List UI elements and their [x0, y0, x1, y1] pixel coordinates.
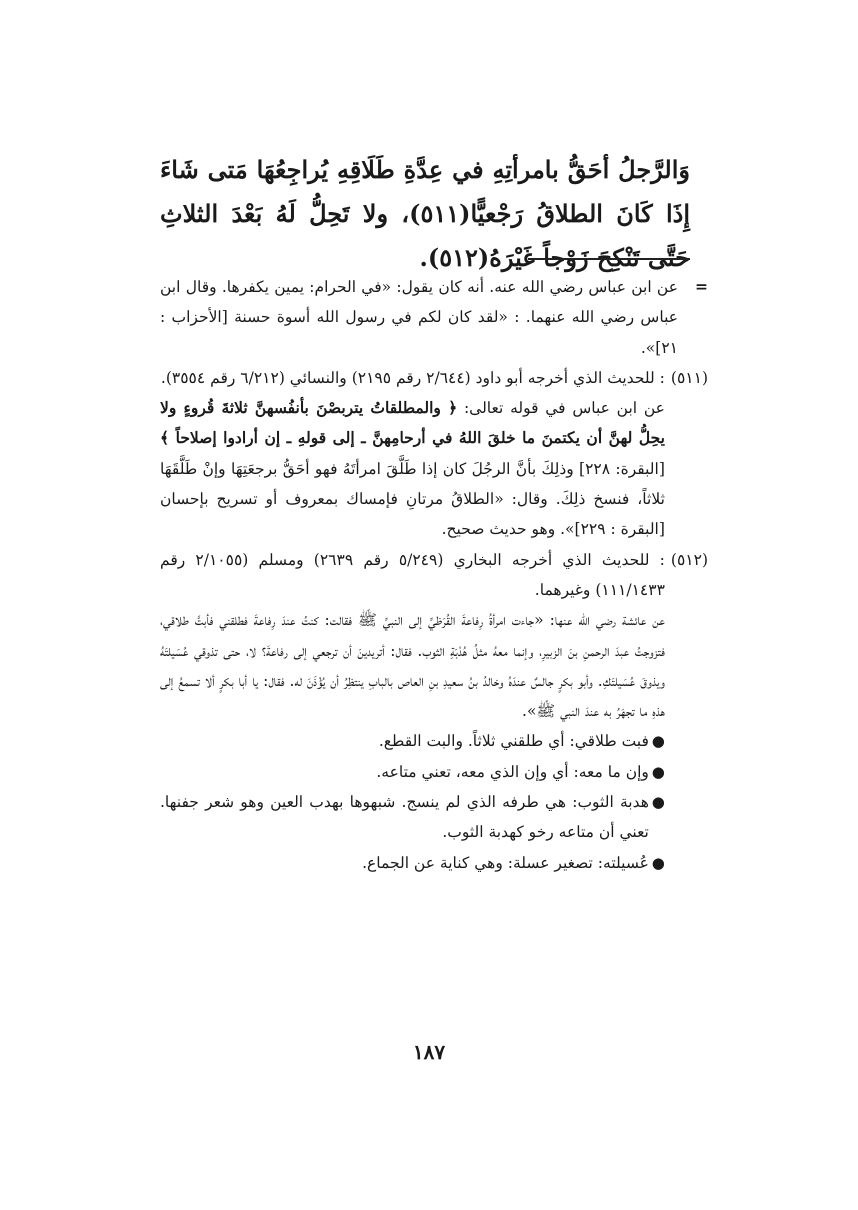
gloss-text: فبت طلاقي: أي طلقني ثلاثاً. والبت القطع. [378, 732, 649, 751]
gloss-item [160, 848, 665, 878]
footnote-511-intro: عن ابن عباس في قوله تعالى: [463, 399, 665, 418]
gloss-item [160, 726, 665, 756]
quran-verse: ﴿ والمطلقاتُ يتربصْنَ بأنفُسهنَّ ثلاثةَ قُروءٍ ولا يحِلُّ لهنَّ أن يكتمنَ ما خلقَ اللهُ في أرحامِهنَّ ـ إلى قولهِ ـ إن أرادوا إصلاحاً ﴾ [160, 398, 665, 448]
footnote-continuation [160, 272, 708, 363]
bullet-icon: ● [651, 732, 665, 751]
bullet-icon: ● [651, 793, 665, 812]
footnote-511 [160, 363, 708, 545]
main-text: وَالرَّجلُ أحَقُّ بامرأتِهِ في عِدَّةِ طَلَاقِهِ يُراجِعُهَا مَتى شَاءَ إِذَا كَانَ الطلاقُ رَجْعيًّا(٥١١)، ولا تَحِلُّ لَهُ بَعْدَ الثلاثِ حَتَّى تَنْكِحَ زَوْجاً غَيْرَهُ(٥١٢). [160, 155, 690, 272]
gloss-text: وإن ما معه: أي وإن الذي معه، تعني متاعه. [376, 762, 649, 781]
footnotes-section [160, 272, 708, 878]
footnote-512-narration: عن عائشة رضي الله عنها: «جاءت امرأةُ رِفاعةَ القُرَظيِّ إلى النبيِّ ﷺ فقالت: كنتُ عندَ رِفاعةَ فطلقني فأبتَّ طلاقي، فتزوجتُ عبدَ الرحمنِ بنَ الزبيرِ، وإنما معهُ مثلُ هُدْبَةِ الثوب. فقال: أتريدينَ أن ترجعي إلى رفاعةَ؟ لا، حتى تذوقي عُسَيلتَهُ ويذوقَ عُسَيلتَكِ. وأبو بكرٍ جالسٌ عندَهُ وخالدُ بنُ سعيدِ بنِ العاص بالبابِ ينتظِرُ أن يُؤْذَنَ له. فقال: يا أبا بكرٍ ألا تسمعُ إلى هذهِ ما تجهَرُ به عندَ النبي ﷺ». [160, 611, 665, 721]
footnote-511-source: : للحديث الذي أخرجه أبو داود (٢/٦٤٤ رقم ٢١٩٥) والنسائي (٦/٢١٢ رقم ٣٥٥٤). [160, 368, 665, 387]
bullet-icon: ● [651, 762, 665, 781]
gloss-item [160, 757, 665, 787]
footnote-512-source: : للحديث الذي أخرجه البخاري (٥/٢٤٩ رقم ٢٦٣٩) ومسلم (٢/١٠٥٥ رقم ١١١/١٤٣٣) وغيرهما. [160, 550, 665, 599]
footnote-511-narration [160, 393, 665, 544]
continuation-marker: = [695, 277, 708, 296]
continuation-text: عن ابن عباس رضي الله عنه. أنه كان يقول: «في الحرام: يمين يكفرها. وقال ابن عباس رضي الله عنهما. : «لقد كان لكم في رسول الله أسوة حسنة [الأحزاب : ٢١]». [160, 278, 678, 357]
gloss-text: هدبة الثوب: هي طرفه الذي لم ينسج. شبهوها بهدب العين وهو شعر جفنها. تعني أن متاعه رخو كهدبة الثوب. [160, 793, 649, 842]
footnote-512 [160, 545, 708, 878]
gloss-item [160, 787, 665, 848]
footnote-511-body [160, 363, 665, 545]
footnote-511-rest: [البقرة: ٢٢٨] وذلِكَ بأنَّ الرجُلَ كان إذا طَلَّقَ امرأتَهُ فهو أحَقُّ برجعَتِهَا وإنْ طَلَّقَهَا ثلاثاً، فنسخ ذلِكَ. وقال: «الطلاقُ مرتانِ فإمساك بمعروف أو تسريح بإحسان [البقرة : ٢٢٩]». وهو حديث صحيح. [160, 459, 665, 539]
bullet-icon: ● [651, 853, 665, 872]
footnote-512-number: (٥١٢) [670, 550, 708, 569]
footnote-512-body [160, 545, 665, 878]
footnote-separator [528, 258, 690, 260]
gloss-text: عُسيلته: تصغير عسلة: وهي كناية عن الجماع. [362, 853, 649, 872]
page-number: ١٨٧ [412, 1040, 446, 1064]
footnote-511-number: (٥١١) [670, 368, 708, 387]
